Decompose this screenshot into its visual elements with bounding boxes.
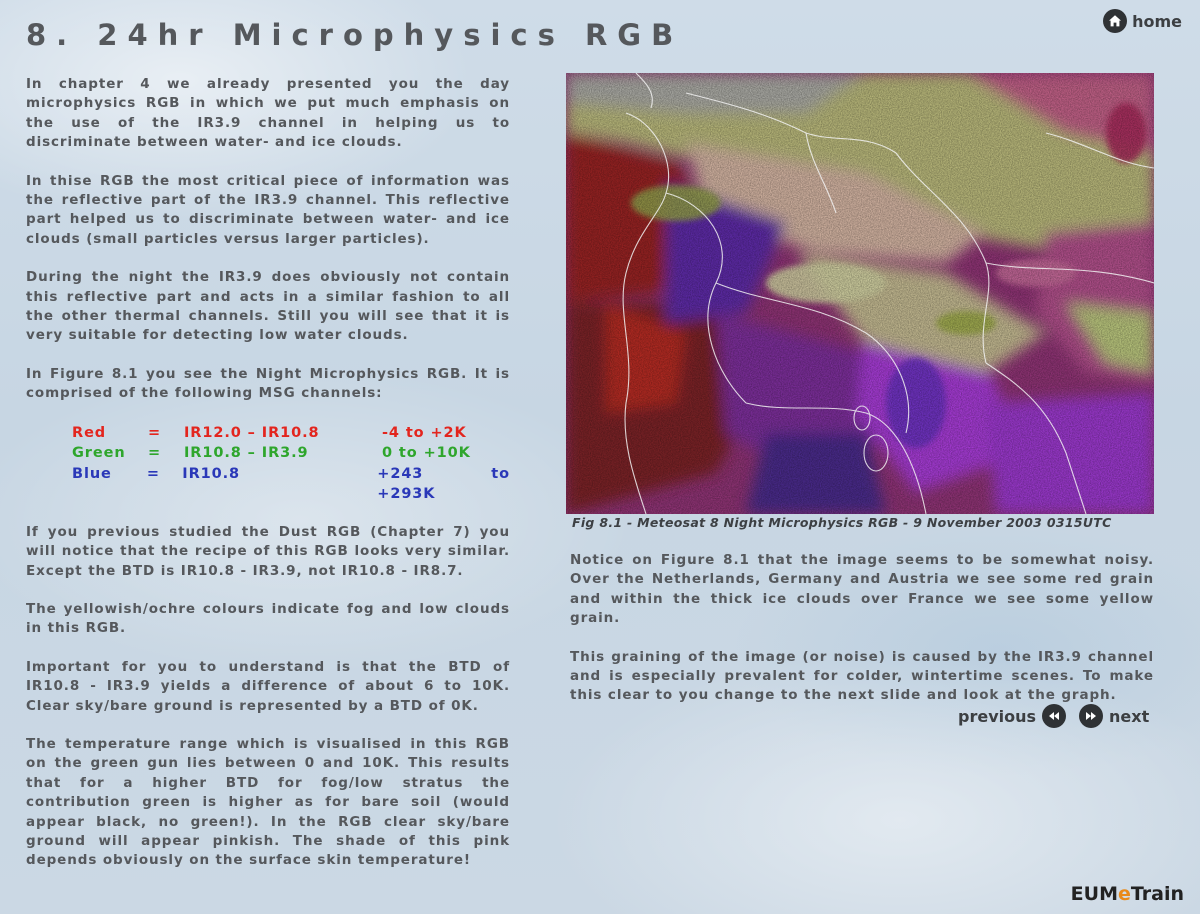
satellite-image bbox=[566, 73, 1154, 514]
next-label: next bbox=[1109, 706, 1150, 726]
home-label: home bbox=[1132, 11, 1182, 31]
home-button[interactable] bbox=[1103, 9, 1182, 33]
channel-formula: IR12.0 – IR10.8 bbox=[184, 424, 320, 441]
paragraph: This graining of the image (or noise) is caused by the IR3.9 channel and is especially prevalent for colder, wintertime scenes. To make this clear to you change to the next slide and look at the graph. bbox=[570, 648, 1154, 704]
figure-caption: Fig 8.1 - Meteosat 8 Night Microphysics RGB - 9 November 2003 0315UTC bbox=[572, 515, 1112, 530]
channel-range: +243 to +293K bbox=[377, 465, 510, 503]
paragraph: In Figure 8.1 you see the Night Microphysics RGB. It is comprised of the following MSG channels: bbox=[26, 365, 510, 402]
logo-prefix: EUM bbox=[1070, 883, 1118, 905]
channel-name: Red bbox=[72, 424, 107, 441]
channel-table bbox=[72, 423, 510, 505]
rewind-icon bbox=[1042, 704, 1066, 728]
paragraph: In thise RGB the most critical piece of information was the reflective part of the IR3.9 channel. This reflective part helped us to discriminate between water- and ice clouds (small particles versus larger particles). bbox=[26, 172, 510, 247]
fast-forward-icon bbox=[1079, 704, 1103, 728]
channel-row-blue bbox=[72, 464, 510, 505]
channel-row-green bbox=[72, 443, 510, 464]
channel-equals: = bbox=[146, 465, 160, 482]
logo-suffix: Train bbox=[1130, 883, 1184, 905]
right-text-column bbox=[570, 551, 1154, 725]
logo-accent: e bbox=[1118, 883, 1131, 905]
paragraph: The temperature range which is visualised in this RGB on the green gun lies between 0 and 10K. This results that for a higher BTD for fog/low stratus the contribution green is higher as for bare soil (would appear black, no green!). In the RGB clear sky/bare ground will appear pinkish. The shade of this pink depends obviously on the surface skin temperature! bbox=[26, 735, 510, 869]
next-button[interactable] bbox=[1079, 704, 1149, 728]
channel-formula: IR10.8 bbox=[182, 465, 241, 482]
satellite-image-graphic bbox=[566, 73, 1154, 514]
home-icon bbox=[1103, 9, 1127, 33]
paragraph: In chapter 4 we already presented you the day microphysics RGB in which we put much emphasis on the use of the IR3.9 channel in helping us to discriminate between water- and ice clouds. bbox=[26, 76, 510, 151]
channel-formula: IR10.8 – IR3.9 bbox=[184, 445, 309, 462]
channel-name: Blue bbox=[72, 465, 112, 482]
previous-button[interactable] bbox=[958, 704, 1066, 728]
channel-equals: = bbox=[148, 445, 162, 462]
channel-equals: = bbox=[148, 424, 162, 441]
paragraph: During the night the IR3.9 does obviously not contain this reflective part and acts in a similar fashion to all the other thermal channels. Still you will see that it is very suitable for detecting low water clouds. bbox=[26, 269, 510, 344]
eumetrain-logo bbox=[1071, 883, 1184, 905]
channel-range: 0 to +10K bbox=[382, 445, 471, 462]
previous-label: previous bbox=[958, 706, 1037, 726]
paragraph: If you previous studied the Dust RGB (Chapter 7) you will notice that the recipe of this RGB looks very similar. Except the BTD is IR10.8 - IR3.9, not IR10.8 - IR8.7. bbox=[26, 523, 510, 579]
paragraph: Notice on Figure 8.1 that the image seems to be somewhat noisy. Over the Netherlands, Germany and Austria we see some red grain and within the thick ice clouds over France we see some yellow grain. bbox=[570, 552, 1154, 627]
paragraph: Important for you to understand is that the BTD of IR10.8 - IR3.9 yields a difference of about 6 to 10K. Clear sky/bare ground is represented by a BTD of 0K. bbox=[26, 658, 510, 714]
channel-name: Green bbox=[72, 445, 126, 462]
channel-range: -4 to +2K bbox=[382, 424, 467, 441]
page-title: 8. 24hr Microphysics RGB bbox=[26, 18, 684, 52]
left-text-column bbox=[26, 75, 510, 890]
paragraph: The yellowish/ochre colours indicate fog and low clouds in this RGB. bbox=[26, 600, 510, 637]
channel-row-red bbox=[72, 423, 510, 444]
